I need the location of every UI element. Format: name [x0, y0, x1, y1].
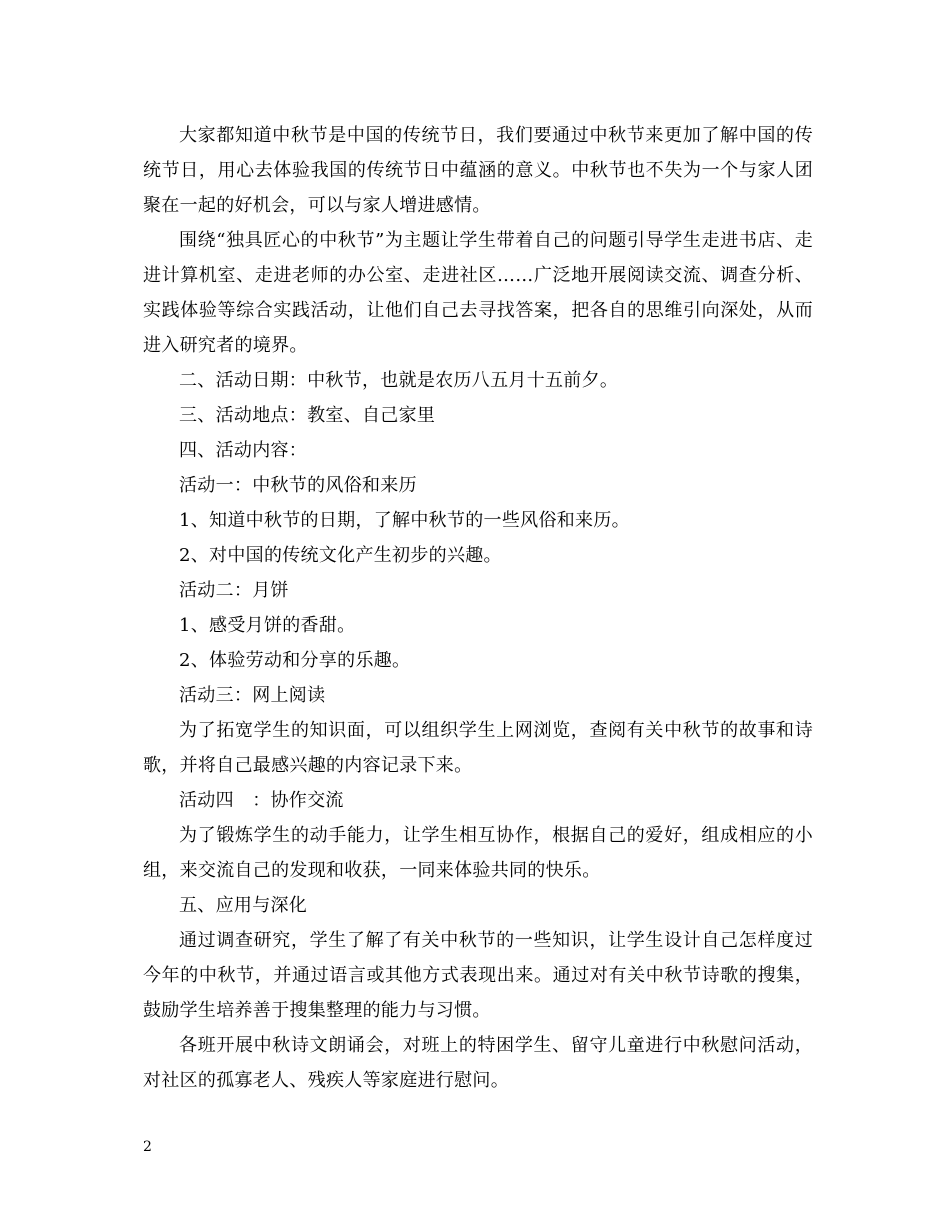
list-item: 1、感受月饼的香甜。 — [179, 615, 356, 636]
activity-heading: 活动二：月饼 — [179, 580, 289, 601]
document-body — [143, 118, 813, 1098]
section-heading: 二、活动日期：中秋节，也就是农历八五月十五前夕。 — [179, 370, 619, 391]
section-heading: 四、活动内容： — [179, 440, 308, 461]
activity-heading: 活动四 ：协作交流 — [179, 790, 344, 811]
section-heading: 五、应用与深化 — [179, 895, 308, 916]
paragraph: 围绕“独具匠心的中秋节”为主题让学生带着自己的问题引导学生走进书店、走进计算机室、走进老师的办公室、走进社区……广泛地开展阅读交流、调查分析、实践体验等综合实践活动，让他们自己去寻找答案，把各自的思维引向深处，从而进入研究者的境界。 — [143, 230, 813, 356]
paragraph: 各班开展中秋诗文朗诵会，对班上的特困学生、留守儿童进行中秋慰问活动，对社区的孤寡老人、残疾人等家庭进行慰问。 — [143, 1035, 813, 1091]
page-number: 2 — [143, 1139, 152, 1155]
paragraph: 为了拓宽学生的知识面，可以组织学生上网浏览，查阅有关中秋节的故事和诗歌，并将自己最感兴趣的内容记录下来。 — [143, 720, 813, 776]
activity-heading: 活动一：中秋节的风俗和来历 — [179, 475, 417, 496]
list-item: 2、对中国的传统文化产生初步的兴趣。 — [179, 545, 502, 566]
activity-heading: 活动三：网上阅读 — [179, 685, 326, 706]
list-item: 2、体验劳动和分享的乐趣。 — [179, 650, 411, 671]
paragraph: 为了锻炼学生的动手能力，让学生相互协作，根据自己的爱好，组成相应的小组，来交流自己的发现和收获，一同来体验共同的快乐。 — [143, 825, 813, 881]
paragraph: 通过调查研究，学生了解了有关中秋节的一些知识，让学生设计自己怎样度过今年的中秋节，并通过语言或其他方式表现出来。通过对有关中秋节诗歌的搜集，鼓励学生培养善于搜集整理的能力与习惯。 — [143, 930, 813, 1021]
paragraph: 大家都知道中秋节是中国的传统节日，我们要通过中秋节来更加了解中国的传统节日，用心去体验我国的传统节日中蕴涵的意义。中秋节也不失为一个与家人团聚在一起的好机会，可以与家人增进感情。 — [143, 125, 813, 216]
section-heading: 三、活动地点：教室、自己家里 — [179, 405, 436, 426]
list-item: 1、知道中秋节的日期，了解中秋节的一些风俗和来历。 — [179, 510, 630, 531]
